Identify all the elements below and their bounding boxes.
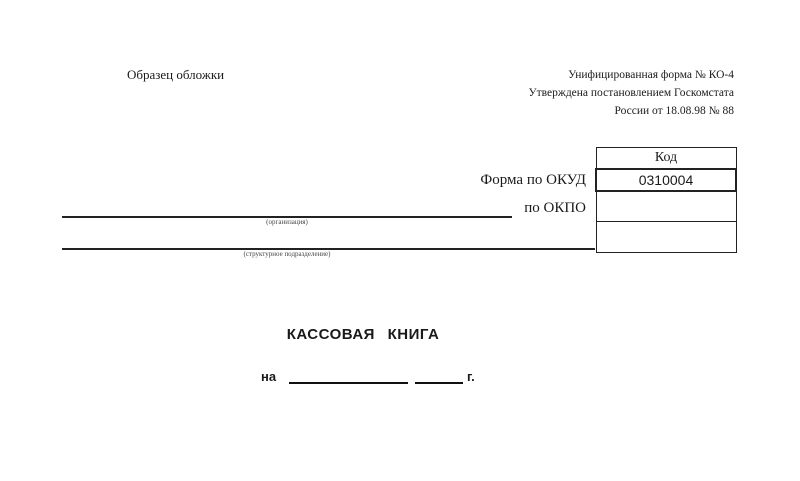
division-code-value	[596, 222, 736, 253]
okud-value: 0310004	[596, 169, 736, 191]
okpo-label: по ОКПО	[524, 200, 586, 216]
okpo-value	[596, 191, 736, 222]
form-header	[528, 66, 734, 120]
organization-caption: (организация)	[266, 218, 308, 226]
document-title: КАССОВАЯ КНИГА	[286, 326, 440, 343]
year-blank-line	[415, 382, 463, 384]
period-prefix: на	[261, 369, 277, 384]
period-blank-line	[289, 382, 408, 384]
approval-line-1: Утверждена постановлением Госкомстата	[528, 87, 734, 99]
form-name: Унифицированная форма № КО-4	[568, 69, 734, 81]
okud-label: Форма по ОКУД	[480, 172, 586, 188]
division-caption: (структурное подразделение)	[243, 250, 331, 258]
approval-line-2: России от 18.08.98 № 88	[614, 105, 734, 117]
sample-cover-label: Образец обложки	[127, 67, 225, 82]
code-header: Код	[596, 148, 736, 170]
code-table	[595, 147, 737, 253]
year-suffix: г.	[467, 369, 475, 384]
